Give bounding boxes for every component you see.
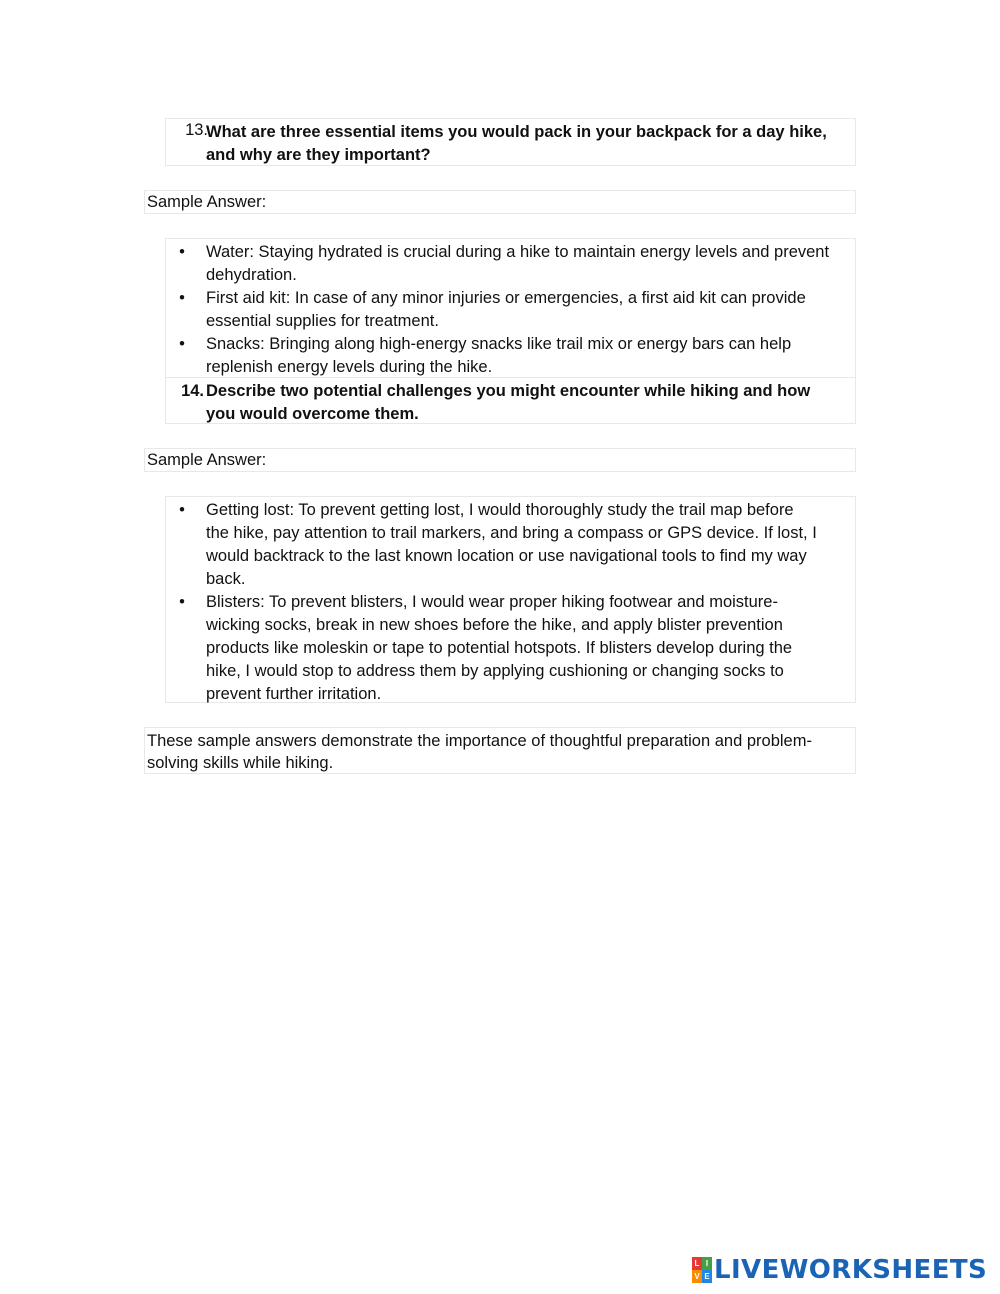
question-text-line: you would overcome them. [206, 405, 419, 423]
question-text-line: What are three essential items you would pack in your backpack for a day hike, [206, 123, 827, 141]
sample-answer-label: Sample Answer: [144, 190, 856, 214]
list-item-line: First aid kit: In case of any minor injuries or emergencies, a first aid kit can provide [206, 289, 806, 307]
question-text-line: and why are they important? [206, 146, 431, 164]
question-14 [166, 377, 855, 424]
bullet-icon: • [179, 593, 185, 611]
list-item-line: Blisters: To prevent blisters, I would wear proper hiking footwear and moisture- [206, 593, 778, 611]
bullet-icon: • [179, 243, 185, 261]
badge-letter: I [702, 1257, 712, 1270]
question-text-line: Describe two potential challenges you might encounter while hiking and how [206, 382, 811, 400]
list-item-line: back. [206, 570, 246, 588]
badge-letter: V [692, 1270, 702, 1283]
liveworksheets-logo [692, 1254, 987, 1286]
list-item-line: hike, I would stop to address them by applying cushioning or changing socks to [206, 662, 784, 680]
list-item-line: dehydration. [206, 266, 297, 284]
conclusion-line: These sample answers demonstrate the importance of thoughtful preparation and problem- [147, 732, 812, 750]
brand-text: LIVEWORKSHEETS [714, 1255, 988, 1285]
bullet-icon: • [179, 289, 185, 307]
list-item-line: products like moleskin or tape to potential hotspots. If blisters develop during the [206, 639, 793, 657]
bullet-icon: • [179, 501, 185, 519]
list-item-line: Getting lost: To prevent getting lost, I would thoroughly study the trail map before [206, 501, 794, 519]
conclusion-line: solving skills while hiking. [147, 754, 334, 772]
bullet-icon: • [179, 335, 185, 353]
question-number: 13. [185, 121, 208, 139]
answer-list-14 [165, 496, 856, 703]
answer-list-13 [165, 238, 856, 424]
badge-letter: E [702, 1270, 712, 1283]
conclusion-paragraph [144, 727, 856, 774]
question-number: 14. [181, 382, 204, 400]
question-13 [165, 118, 856, 166]
list-item-line: essential supplies for treatment. [206, 312, 439, 330]
list-item-line: would backtrack to the last known location or use navigational tools to find my way [206, 547, 807, 565]
list-item-line: prevent further irritation. [206, 685, 382, 703]
list-item-line: Snacks: Bringing along high-energy snacks like trail mix or energy bars can help [206, 335, 792, 353]
list-item-line: the hike, pay attention to trail markers, and bring a compass or GPS device. If lost, I [206, 524, 817, 542]
live-badge-icon [692, 1257, 712, 1283]
list-item-line: replenish energy levels during the hike. [206, 358, 493, 376]
badge-letter: L [692, 1257, 702, 1270]
list-item-line: wicking socks, break in new shoes before the hike, and apply blister prevention [206, 616, 783, 634]
sample-answer-label: Sample Answer: [144, 448, 856, 472]
list-item-line: Water: Staying hydrated is crucial during a hike to maintain energy levels and prevent [206, 243, 830, 261]
